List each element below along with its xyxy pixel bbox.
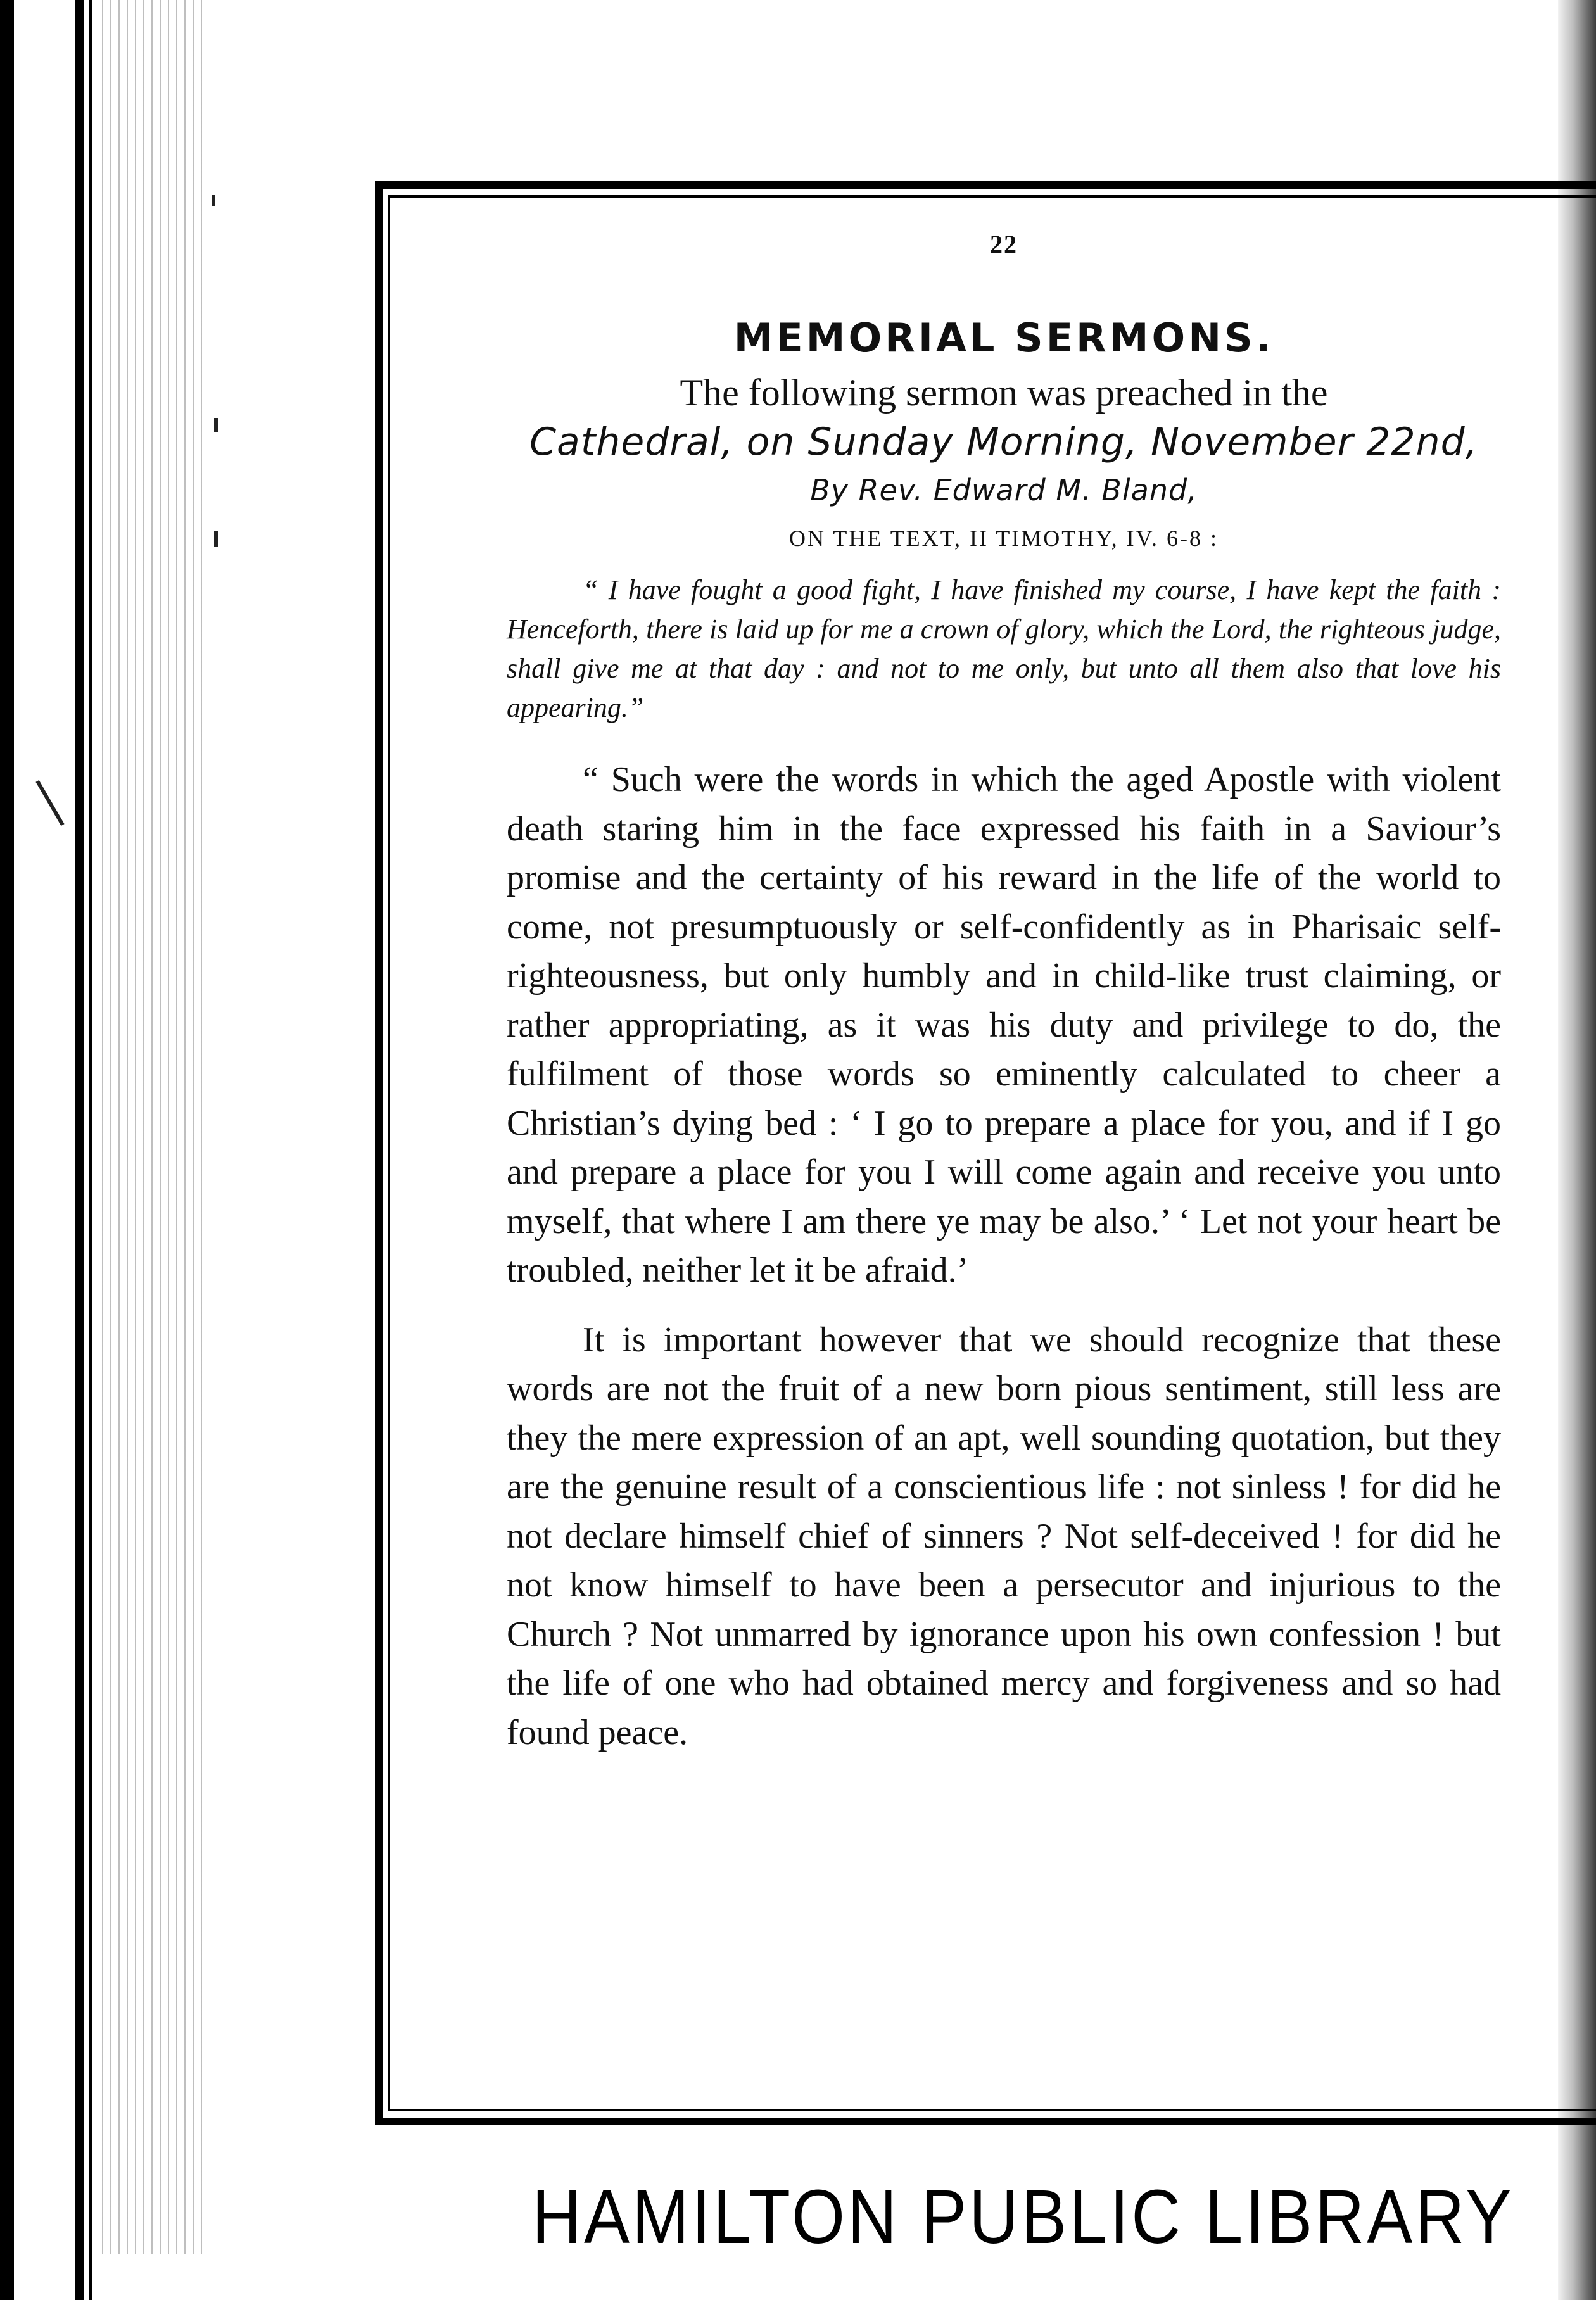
intro-location: Cathedral, on Sunday Morning, November 22nd, xyxy=(529,420,1478,464)
scan-mark xyxy=(214,418,218,432)
intro-line: The following sermon was preached in the xyxy=(680,372,1328,414)
scripture-reference: ON THE TEXT, II TIMOTHY, IV. 6-8 : xyxy=(789,526,1219,551)
library-stamp: HAMILTON PUBLIC LIBRARY xyxy=(532,2173,1514,2259)
scan-mark xyxy=(214,531,218,547)
scan-edge-shadow xyxy=(0,0,14,2300)
body-paragraph: It is important however that we should recognize that these words are not the fruit of a new born pious sentiment, still less are they the mere expression of an apt, well sounding quotation, but they are the genuine result of a conscientious life : not sinless ! for did he not declare himself chief of sinners ? Not self-deceived ! for did he not know himself to have been a persecutor and injurious to the Church ? Not unmarred by ignorance upon his own confession ! but the life of one who had obtained mercy and forgiveness and so had found peace. xyxy=(507,1320,1501,1752)
body-paragraph: “ Such were the words in which the aged Apostle with violent death staring him in the face expressed his faith in a Saviour’s promise and the certainty of his reward in the life of the world to come, not presumptuously or self-confidently as in Pharisaic self-righteousness, but only humbly and in child-like trust claiming, or rather appropriating, as it was his duty and privilege to do, the fulfilment of those words so eminently calculated to cheer a Christian’s dying bed : ‘ I go to prepare a place for you, and if I go and prepare a place for you I will come again and receive you unto myself, that where I am there ye may be also.’ ‘ Let not your heart be troubled, neither let it be afraid.’ xyxy=(507,760,1501,1290)
page-stack-edges xyxy=(95,0,209,2254)
page-number: 22 xyxy=(990,230,1018,258)
page-content xyxy=(507,215,1501,1757)
scan-edge-shadow xyxy=(89,0,92,2300)
scan-mark xyxy=(212,195,215,206)
scan-edge-shadow xyxy=(75,0,84,2300)
epigraph-quote: “ I have fought a good fight, I have finished my course, I have kept the faith : Henceforth, there is laid up for me a crown of glory, which the Lord, the righteous judge, shall give me at that day : and not to me only, but unto all them also that love his appearing.” xyxy=(507,574,1501,723)
page-title: MEMORIAL SERMONS. xyxy=(733,315,1274,361)
scan-left-margin xyxy=(0,0,101,2300)
intro-author: By Rev. Edward M. Bland, xyxy=(810,473,1198,507)
